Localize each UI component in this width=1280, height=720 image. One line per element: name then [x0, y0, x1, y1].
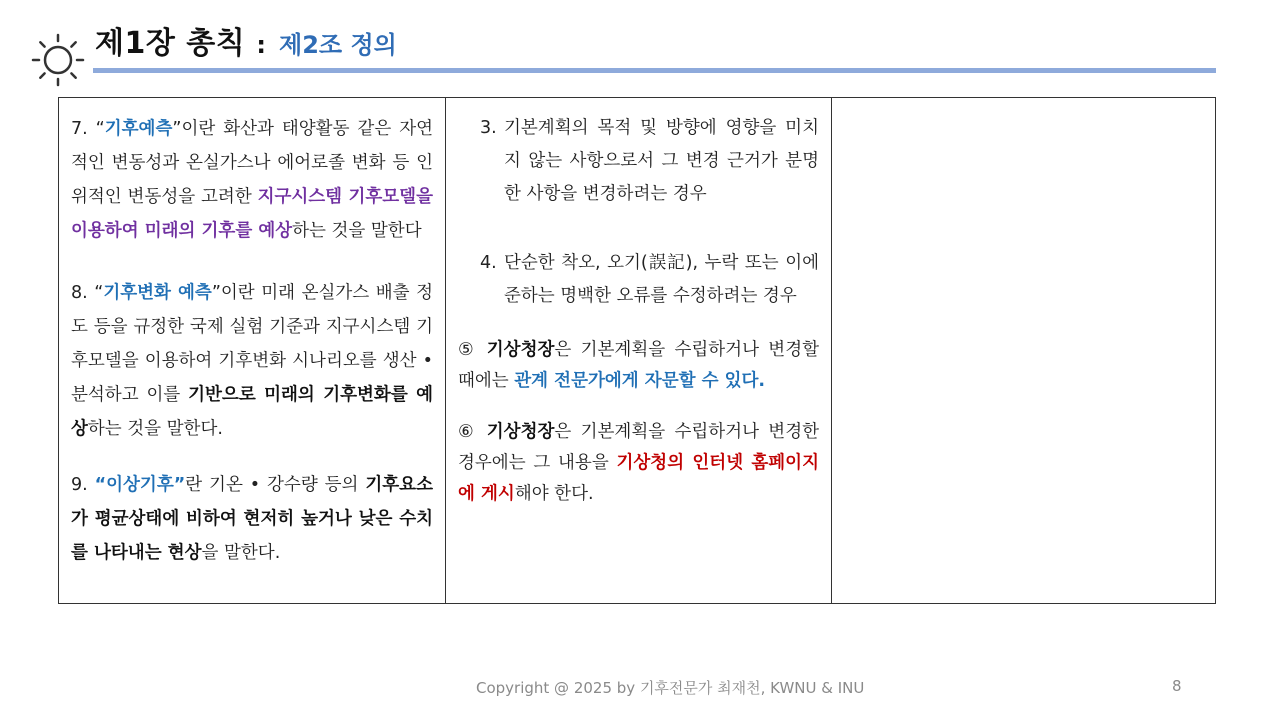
emphasis-text: 기후요소가 평균상태에 비하여 현저히 높거나 낮은 수치를 나타내는 현상 — [71, 475, 433, 563]
definition-8 — [71, 276, 433, 446]
quote-open: “ — [94, 283, 104, 303]
term-climate-change-prediction: 기후변화 예측 — [103, 283, 212, 303]
clause-subject: 기상청장 — [486, 340, 555, 360]
column-plan-changes — [446, 98, 832, 603]
definition-text-end: 하는 것을 말한다 — [292, 221, 422, 241]
emphasis-text: 관계 전문가에게 자문할 수 있다. — [514, 371, 766, 391]
quote-close: ” — [211, 283, 221, 303]
item-number: 8. — [71, 283, 95, 303]
item-number: 3. — [480, 118, 497, 138]
definition-text: 이란 미래 온실가스 배출 정도 등을 규정한 국제 실험 기준과 지구시스템 기후모델을 이용하여 기후변화 시나리오를 생산 • 분석하고 이를 — [71, 283, 433, 405]
definition-text: 란 기온 • 강수량 등의 — [185, 475, 366, 495]
list-item-4 — [458, 247, 819, 313]
definition-7 — [71, 112, 433, 248]
quote-close: ” — [172, 119, 182, 139]
item-number: 9. — [71, 475, 95, 495]
item-text: 기본계획의 목적 및 방향에 영향을 미치지 않는 사항으로서 그 변경 근거가 분명한 사항을 변경하려는 경우 — [504, 118, 819, 204]
list-item-3 — [458, 112, 819, 211]
emphasis-text: 기상청의 인터넷 홈페이지에 게시 — [458, 453, 819, 504]
definition-text-end: 하는 것을 말한다. — [87, 419, 223, 439]
item-text: 단순한 착오, 오기(誤記), 누락 또는 이에 준하는 명백한 오류를 수정하려는 경우 — [504, 253, 819, 306]
content-table — [58, 97, 1216, 604]
item-number: 4. — [480, 253, 497, 273]
column-empty — [832, 98, 1215, 603]
title-separator: : — [256, 31, 266, 59]
term-abnormal-climate: “이상기후” — [94, 475, 186, 495]
definition-text-end: 을 말한다. — [201, 543, 281, 563]
clause-text-end: 해야 한다. — [514, 484, 594, 504]
title-underline — [93, 68, 1216, 73]
emphasis-text: 기반으로 미래의 기후변화를 예상 — [71, 385, 434, 439]
page-title — [95, 18, 397, 62]
column-definitions — [59, 98, 446, 603]
clause-text: 은 기본계획을 수립하거나 변경할 때에는 — [458, 340, 819, 391]
definition-9 — [71, 468, 433, 570]
quote-open: “ — [95, 119, 105, 139]
emphasis-text: 지구시스템 기후모델을 이용하여 미래의 기후를 예상 — [71, 187, 433, 241]
clause-6 — [458, 417, 819, 510]
copyright-footer: Copyright @ 2025 by 기후전문가 최재천, KWNU & INU — [476, 679, 865, 697]
sun-icon — [30, 32, 86, 88]
clause-5 — [458, 335, 819, 397]
term-climate-prediction: 기후예측 — [104, 119, 173, 139]
clause-marker: ⑤ — [458, 340, 487, 360]
article-subtitle: 제2조 정의 — [279, 31, 397, 59]
clause-text: 은 기본계획을 수립하거나 변경한 경우에는 그 내용을 — [458, 422, 819, 473]
page-number: 8 — [1172, 677, 1182, 695]
chapter-title: 제1장 총칙 — [95, 26, 246, 61]
clause-marker: ⑥ — [458, 422, 487, 442]
clause-subject: 기상청장 — [486, 422, 555, 442]
definition-text: 이란 화산과 태양활동 같은 자연적인 변동성과 온실가스나 에어로졸 변화 등 인위적인 변동성을 고려한 — [71, 119, 434, 207]
item-number: 7. — [71, 119, 96, 139]
